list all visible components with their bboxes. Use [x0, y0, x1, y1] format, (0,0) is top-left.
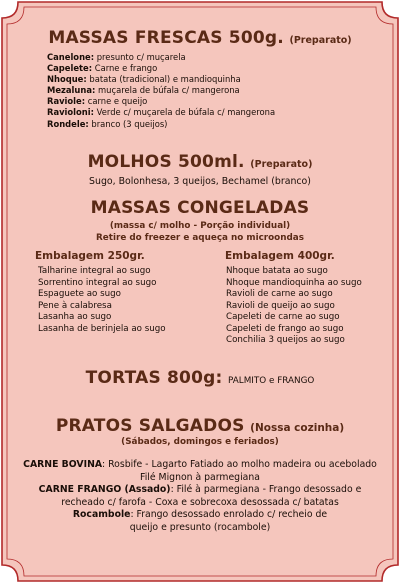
list-item: Nhoque batata ao sugo: [226, 266, 328, 276]
list-item: CARNE BOVINA: Rosbife - Lagarto Fatiado ao molho madeira ou acebolado: [23, 459, 377, 470]
list-item: Talharine integral ao sugo: [38, 266, 151, 276]
list-item: Mezaluna: muçarela de búfala c/ mangerona: [47, 85, 240, 96]
pratos-salgados-heading: [0, 416, 400, 436]
list-item: Filé Mignon à parmegiana: [140, 471, 260, 483]
massas-frescas-note: (Preparato): [289, 35, 352, 46]
molhos-note: (Preparato): [250, 159, 313, 170]
list-item: queijo e presunto (rocambole): [129, 521, 271, 533]
pratos-salgados-list: [0, 459, 400, 535]
pratos-salgados-subtitle: (Sábados, domingos e feriados): [121, 437, 279, 447]
list-item: recheado c/ farofa - Coxa e sobrecoxa desossada c/ batatas: [61, 496, 339, 508]
tortas-heading: [0, 368, 400, 388]
list-item: Nhoque: batata (tradicional) e mandioquinha: [47, 74, 241, 85]
list-item: Capeleti de frango ao sugo: [226, 323, 344, 334]
list-item: Ravioli de queijo ao sugo: [226, 300, 335, 311]
massas-congeladas-instructions: Retire do freezer e aqueça no microondas: [96, 233, 304, 243]
list-item: Lasanha de berinjela ao sugo: [38, 323, 166, 334]
list-item: Rocambole: Frango desossado enrolado c/ recheio de: [72, 509, 328, 521]
embalagem-400-title: Embalagem 400gr.: [225, 250, 335, 262]
massas-congeladas-heading: [0, 198, 400, 218]
embalagem-250-list: [38, 266, 166, 335]
list-item: Capelete: Carne e frango: [47, 63, 158, 74]
molhos-heading: [0, 152, 400, 172]
list-item: Nhoque mandioquinha ao sugo: [226, 277, 362, 288]
embalagem-400-list: [226, 266, 362, 347]
list-item: Espaguete ao sugo: [38, 289, 121, 299]
list-item: Conchilia 3 queijos ao sugo: [226, 335, 345, 345]
list-item: Capeleti de carne ao sugo: [226, 312, 340, 322]
tortas-title: TORTAS 800g:: [85, 368, 223, 388]
list-item: Ravioloni: Verde c/ muçarela de búfala c/ mangerona: [47, 107, 276, 118]
list-item: Sorrentino integral ao sugo: [38, 277, 157, 288]
list-item: Canelone: presunto c/ muçarela: [47, 52, 186, 62]
tortas-items: PALMITO e FRANGO: [228, 376, 315, 386]
list-item: Pene à calabresa: [38, 300, 112, 311]
embalagem-250-title: Embalagem 250gr.: [35, 250, 145, 262]
massas-frescas-heading: [0, 28, 400, 48]
list-item: Ravioli de carne ao sugo: [226, 289, 333, 299]
massas-congeladas-title: MASSAS CONGELADAS: [90, 198, 310, 218]
list-item: Lasanha ao sugo: [38, 312, 112, 322]
list-item: CARNE FRANGO (Assado): Filé à parmegiana - Frango desossado e: [38, 484, 362, 496]
molhos-list: Sugo, Bolonhesa, 3 queijos, Bechamel (branco): [89, 176, 311, 187]
molhos-title: MOLHOS 500ml.: [87, 152, 245, 172]
pratos-salgados-note: (Nossa cozinha): [250, 422, 345, 434]
massas-frescas-title: MASSAS FRESCAS 500g.: [48, 28, 284, 48]
list-item: Rondele: branco (3 queijos): [47, 118, 168, 129]
massas-frescas-list: [47, 52, 275, 130]
pratos-salgados-title: PRATOS SALGADOS: [55, 416, 245, 436]
massas-congeladas-subtitle: (massa c/ molho - Porção individual): [109, 221, 291, 231]
list-item: Raviole: carne e queijo: [47, 96, 148, 107]
